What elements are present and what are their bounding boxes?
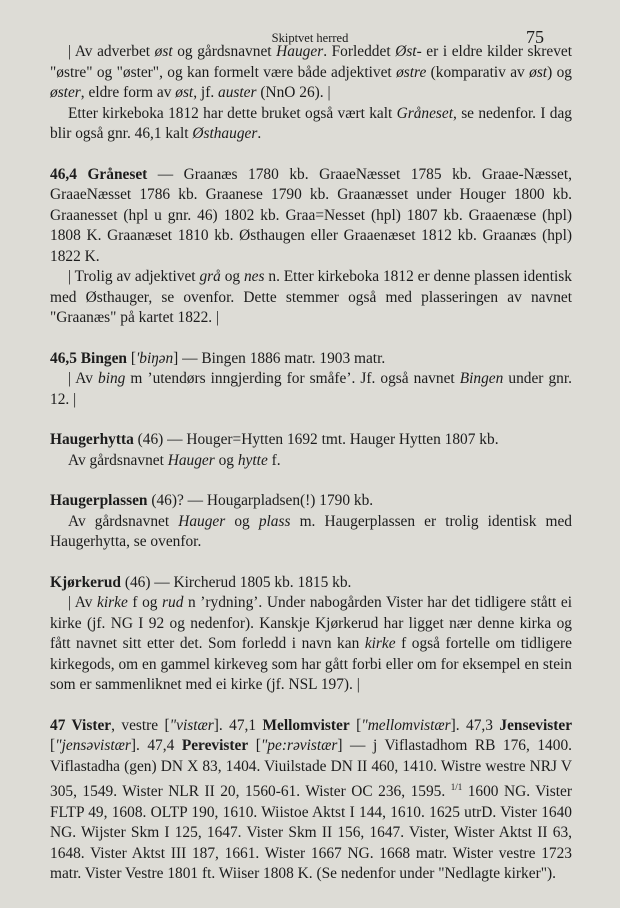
paragraph	[50, 369, 572, 410]
text-run: (46)? — Hougarpladsen(!) 1790 kb.	[147, 492, 374, 509]
entry	[50, 430, 572, 471]
text-run: (komparativ av	[426, 63, 530, 81]
text-run: ]. 47,1	[213, 716, 263, 734]
text-run: og	[214, 451, 238, 469]
entry	[50, 716, 572, 885]
italic-term: øst	[529, 63, 548, 81]
text-run: , eldre form av	[80, 84, 176, 101]
paragraph	[50, 104, 572, 145]
headword: Mellomvister	[262, 716, 350, 734]
text-run: [	[50, 737, 56, 754]
italic-term: øster	[50, 84, 81, 101]
text-run: (46) — Houger=Hytten 1692 tmt. Hauger Hytten 1807 kb.	[133, 431, 499, 448]
entry	[50, 491, 572, 553]
paragraph	[50, 491, 572, 512]
paragraph	[50, 451, 572, 472]
paragraph	[50, 716, 572, 885]
text-run: og	[220, 268, 244, 285]
headword: Jensevister	[499, 716, 573, 734]
headword: 47 Vister	[50, 716, 112, 734]
headword: 46,5 Bingen	[50, 349, 127, 367]
text-run: [	[248, 737, 261, 754]
headword: Haugerhytta	[50, 431, 134, 448]
entry	[50, 42, 572, 145]
italic-term: auster	[218, 84, 257, 101]
paragraph	[50, 430, 572, 451]
text-run: | Av	[68, 594, 98, 611]
text-run: [	[126, 349, 136, 367]
text-run: ]. 47,3	[450, 716, 500, 734]
text-run: f og	[127, 594, 163, 611]
text-run: er i eldre kilder skrevet "østre" og "øster", og kan formelt være både adjektivet	[50, 43, 573, 81]
italic-term: grå	[199, 268, 221, 285]
text-run: (46) — Kircherud 1805 kb. 1815 kb.	[120, 573, 352, 591]
text-run: | Av	[68, 370, 98, 387]
text-run: | Av adverbet	[68, 43, 155, 60]
italic-term: øst	[154, 43, 173, 60]
page-body	[50, 42, 572, 905]
text-run: ]. 47,4	[130, 737, 182, 754]
text-run: Av gårdsnavnet	[68, 451, 168, 469]
italic-term: "mellomvistær	[361, 716, 451, 734]
text-run: | Trolig av adjektivet	[68, 268, 200, 285]
italic-term: kirke	[364, 635, 396, 652]
text-run: [	[349, 716, 362, 734]
italic-term: "pe:rəvistær	[260, 737, 338, 754]
text-run: ] — Bingen 1886 matr. 1903 matr.	[173, 349, 386, 367]
paragraph	[50, 512, 572, 553]
text-run: m. Haugerplassen er trolig identisk med Haugerhytta, se ovenfor.	[50, 512, 572, 550]
italic-term: nes	[243, 268, 265, 285]
text-run: n ’rydning’. Under nabogården Vister har det tidligere stått ei kirke (jf. NG I 92 og nedenfor). Kanskje Kjørkerud har ligget nær denne kirka og fått navnet sitt etter det. Som forledd i navn kan	[50, 594, 572, 652]
text-run: Etter kirkeboka 1812 har dette bruket også vært kalt	[68, 104, 397, 122]
paragraph	[50, 593, 572, 696]
italic-term: kirke	[97, 594, 128, 611]
text-run: og gårdsnavnet	[172, 43, 277, 60]
text-run: , se nedenfor. I dag blir også gnr. 46,1 kalt	[50, 104, 572, 142]
text-run: , vestre [	[111, 716, 170, 734]
italic-term: rud	[162, 594, 184, 611]
text-run: (NnO 26). |	[256, 84, 331, 101]
text-run: 1/1	[450, 782, 463, 792]
text-run: m ’utendørs inngjerding for småfe’. Jf. også navnet	[125, 370, 460, 387]
text-run: f.	[267, 451, 281, 469]
italic-term: Gråneset	[396, 104, 454, 122]
italic-term: Bingen	[459, 370, 504, 387]
italic-term: bing	[98, 370, 126, 387]
italic-term: "jensəvistær	[55, 737, 131, 754]
italic-term: "vistær	[169, 716, 214, 734]
running-header: Skiptvet herred	[271, 31, 349, 45]
paragraph	[50, 165, 572, 268]
italic-term: østre	[396, 63, 427, 81]
text-run: og	[225, 512, 259, 530]
text-run: , jf.	[193, 84, 219, 101]
text-run: — Graanæs 1780 kb. GraaeNæsset 1785 kb. Graae-Næsset, GraaeNæsset 1786 kb. Graanese 1790 kb. Graanæsset under Houger 1800 kb. Graanesset (hpl u gnr. 46) 1802 kb. Graa=Nesset (hpl) 1807 kb. Graaenæse (hpl) 1808 K. Graanæset 1810 kb. Østhaugen eller Graaenæset 1812 kb. Graanæs (hpl) 1822 K.	[50, 165, 572, 265]
italic-term: Østhauger	[192, 125, 258, 142]
paragraph	[50, 42, 572, 104]
text-run: Av gårdsnavnet	[68, 512, 179, 530]
headword: Haugerplassen	[50, 492, 148, 509]
italic-term: plass	[258, 512, 291, 530]
text-run: under gnr. 12. |	[50, 370, 572, 408]
italic-term: øst	[175, 84, 194, 101]
text-run: 1600 NG. Vister FLTP 49, 1608. OLTP 190, 1610. Wiistoe Aktst I 144, 1610. 1625 utrD. Vister 1640 NG. Wijster Skm I 125, 1647. Vister Skm II 156, 1647. Vister, Wister Aktst II 63, 1648. Vister Aktst III 187, 1661. Wister 1667 NG. 1668 matr. Wister vestre 1723 matr. Vister Vestre 1801 ft. Wiiser 1808 K. (Se nedenfor under "Nedlagte kirker").	[50, 783, 572, 882]
italic-term: 'biŋən	[135, 349, 174, 367]
text-run: n. Etter kirkeboka 1812 er denne plassen identisk med Østhauger, se ovenfor. Dette stemmer også med plasseringen av navnet "Graanæs" på kartet 1822. |	[50, 268, 572, 326]
text-run: .	[257, 125, 262, 142]
entry	[50, 165, 572, 329]
headword: Kjørkerud	[50, 573, 121, 591]
entry	[50, 349, 572, 411]
italic-term: Hauger	[276, 43, 324, 60]
entry	[50, 573, 572, 696]
text-run: ] — j Viflastadhom RB 176, 1400. Viflastadha (gen) DN X 83, 1404. Viuilstade DN II 460, 1410. Wistre westre NRJ V 305, 1549. Wister NLR II 20, 1560-61. Wister OC 236, 1595.	[50, 737, 572, 800]
headword: 46,4 Gråneset	[50, 165, 148, 183]
page-number: 75	[526, 27, 544, 47]
paragraph	[50, 573, 572, 594]
italic-term: Hauger	[167, 451, 215, 469]
italic-term: Øst-	[395, 43, 422, 60]
headword: Perevister	[181, 737, 249, 754]
italic-term: hytte	[237, 451, 268, 469]
paragraph	[50, 267, 572, 329]
text-run: f også fortelle om tidligere kirkegods, om en gammel kirkeveg som har gått forbi eller om for eksempel en stein som er sammenliknet med ei kirke (jf. NSL 197). |	[50, 635, 572, 693]
text-run: ) og	[547, 63, 572, 81]
text-run: . Forleddet	[323, 43, 396, 60]
italic-term: Hauger	[178, 512, 226, 530]
paragraph	[50, 349, 572, 370]
